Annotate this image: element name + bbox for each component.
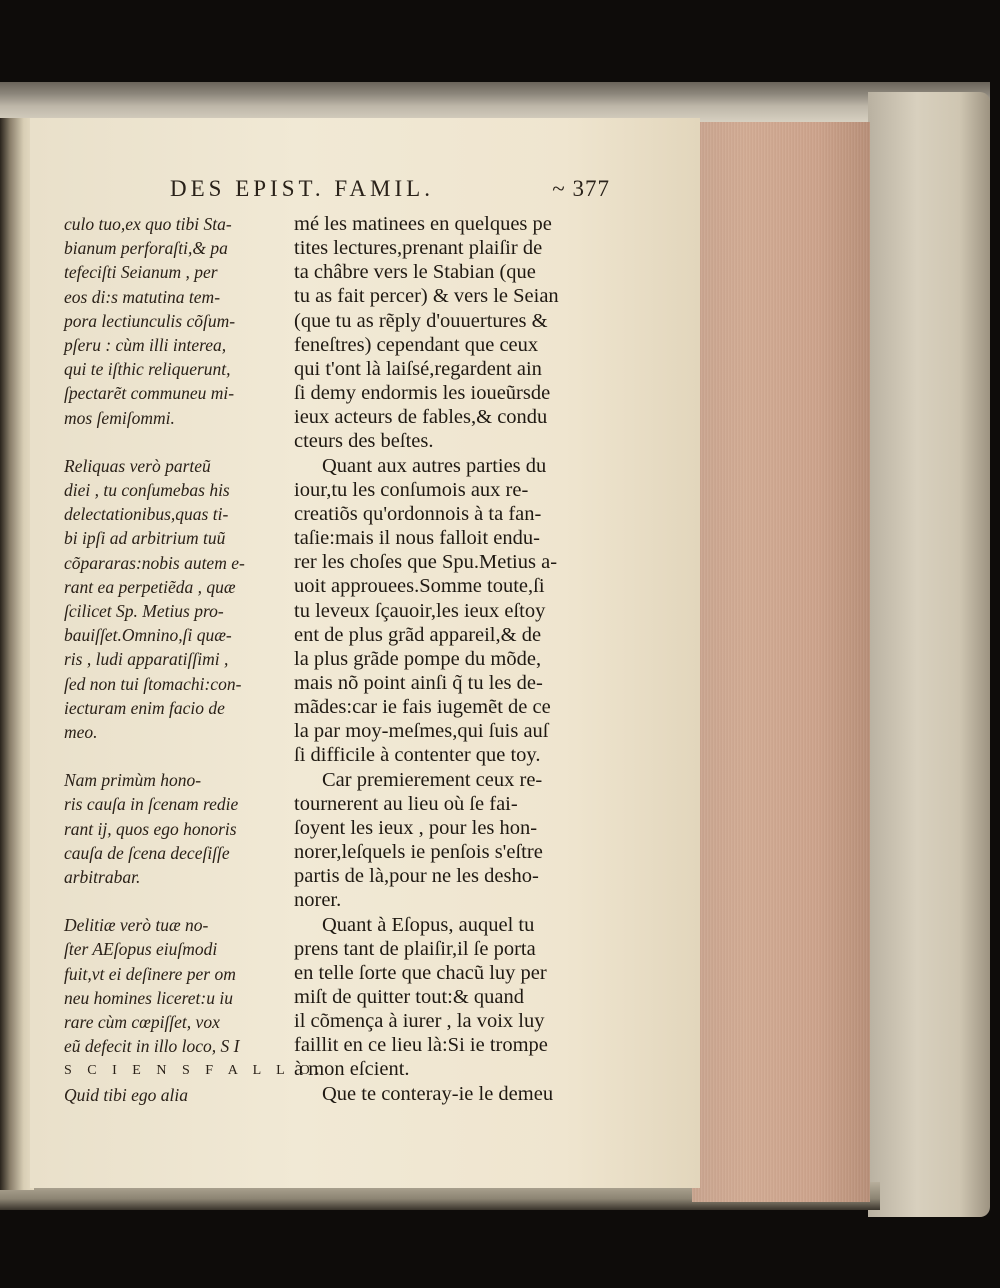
latin-line: ris , ludi apparatiſſimi , — [64, 649, 229, 670]
cover-top-edge — [0, 82, 990, 122]
french-line: Que te conteray-ie le demeu — [322, 1082, 554, 1105]
latin-paragraph — [64, 212, 290, 430]
french-line: ſi difficile à contenter que toy. — [294, 744, 541, 767]
french-line: (que tu as rẽply d'ouuertures & — [294, 309, 548, 332]
latin-line: Reliquas verò parteũ — [64, 455, 211, 476]
french-line: mé les matinees en quelques pe — [294, 213, 552, 235]
latin-line: bi ipſi ad arbitrium tuũ — [64, 528, 226, 549]
latin-line: eũ defecit in illo loco, S I — [64, 1036, 240, 1057]
french-line: faillit en ce lieu là:Si ie trompe — [294, 1034, 548, 1057]
latin-line: S C I E N S F A L L O. — [64, 1062, 326, 1078]
french-line: qui t'ont là laiſsé,regardent ain — [294, 357, 542, 380]
latin-line: eos di:s matutina tem- — [64, 286, 221, 307]
french-line: ent de plus grãd appareil,& de — [294, 623, 542, 646]
french-line: taſie:mais il nous falloit endu- — [294, 527, 540, 550]
french-line: en telle ſorte que chacũ luy per — [294, 961, 547, 984]
latin-line: qui te iſthic reliquerunt, — [64, 359, 231, 380]
page-fore-edge — [692, 122, 870, 1202]
page-number: ~ 377 — [552, 176, 610, 201]
french-line: norer. — [294, 889, 342, 912]
latin-line: Nam primùm hono- — [64, 770, 202, 791]
latin-line: arbitrabar. — [64, 867, 141, 888]
french-line: ta châbre vers le Stabian (que — [294, 261, 536, 284]
french-line: norer,leſquels ie penſois s'eſtre — [294, 841, 543, 864]
running-header — [170, 176, 610, 210]
latin-line: cauſa de ſcena deceſiſſe — [64, 842, 230, 863]
latin-line: iecturam enim facio de — [64, 697, 225, 718]
french-line: prens tant de plaiſir,il ſe porta — [294, 937, 536, 960]
french-line: tournerent au lieu où ſe fai- — [294, 792, 518, 815]
french-line: uoit approuees.Somme toute,ſi — [294, 575, 545, 598]
french-line: ieux acteurs de fables,& condu — [294, 406, 548, 429]
latin-line: meo. — [64, 722, 98, 743]
latin-paragraph — [64, 913, 326, 1107]
french-line: mais nõ point ainſi q̃ tu les de- — [294, 671, 543, 694]
latin-line: culo tuo,ex quo tibi Sta- — [64, 214, 232, 234]
latin-line: Quid tibi ego alia — [64, 1084, 188, 1105]
french-line: Car premierement ceux re- — [322, 768, 543, 791]
latin-paragraph — [64, 454, 290, 744]
latin-line: mos ſemiſommi. — [64, 407, 175, 428]
latin-paragraph — [64, 768, 290, 889]
latin-line: rant ea perpetiẽda , quæ — [64, 576, 236, 597]
french-line: tites lectures,prenant plaiſir de — [294, 237, 543, 260]
french-line: la plus grãde pompe du mõde, — [294, 647, 542, 670]
latin-line: pora lectiunculis cõſum- — [64, 310, 236, 331]
latin-line: delectationibus,quas ti- — [64, 504, 229, 525]
french-line: la par moy-meſmes,qui ſuis auſ — [294, 720, 549, 743]
french-line: partis de là,pour ne les desho- — [294, 865, 539, 888]
french-line: feneſtres) cependant que ceux — [294, 333, 539, 356]
latin-line: ſter AEſopus eiuſmodi — [64, 939, 218, 960]
latin-line: pſeru : cùm illi interea, — [64, 335, 227, 356]
french-line: creatiõs qu'ordonnois à ta fan- — [294, 502, 542, 525]
latin-line: diei , tu conſumebas his — [64, 480, 230, 501]
latin-line: fuit,vt ei deſinere per om — [64, 963, 236, 984]
cover-right-board — [868, 92, 990, 1217]
left-page-gutter — [0, 118, 34, 1190]
french-column — [294, 212, 606, 1106]
french-line: tu as fait percer) & vers le Seian — [294, 285, 559, 308]
latin-line: neu homines liceret:u iu — [64, 987, 233, 1008]
french-line: il cõmença à iurer , la voix luy — [294, 1010, 545, 1033]
latin-line: ſed non tui ſtomachi:con- — [64, 673, 242, 694]
latin-line: ſcilicet Sp. Metius pro- — [64, 601, 224, 622]
french-line: à mon eſcient. — [294, 1058, 410, 1081]
latin-line: ſpectarẽt communeu mi- — [64, 383, 235, 404]
running-title: DES EPIST. FAMIL. — [170, 176, 434, 201]
latin-line: bianum perforaſti,& pa — [64, 238, 228, 259]
french-line: cteurs des beſtes. — [294, 430, 434, 453]
latin-line: rant ij, quos ego honoris — [64, 818, 237, 839]
french-line: Quant aux autres parties du — [322, 454, 547, 477]
latin-line: rare cùm cœpiſſet, vox — [64, 1012, 220, 1033]
latin-line: tefeciſti Seianum , per — [64, 262, 218, 283]
french-line: iour,tu les conſumois aux re- — [294, 478, 529, 501]
french-line: ſoyent les ieux , pour les hon- — [294, 816, 538, 839]
french-line: tu leveux ſçauoir,les ieux eſtoy — [294, 599, 546, 622]
french-line: ſi demy endormis les ioueũrsde — [294, 382, 551, 405]
french-line: mãdes:car ie fais iugemẽt de ce — [294, 696, 551, 719]
french-line: miſt de quitter tout:& quand — [294, 986, 525, 1008]
french-line: Quant à Eſopus, auquel tu — [322, 913, 535, 936]
french-line: rer les choſes que Spu.Metius a- — [294, 551, 558, 574]
latin-line: Delitiæ verò tuæ no- — [64, 915, 209, 936]
latin-line: bauiſſet.Omnino,ſi quæ- — [64, 625, 232, 646]
latin-line: cõpararas:nobis autem e- — [64, 552, 245, 573]
latin-line: ris cauſa in ſcenam redie — [64, 794, 239, 815]
